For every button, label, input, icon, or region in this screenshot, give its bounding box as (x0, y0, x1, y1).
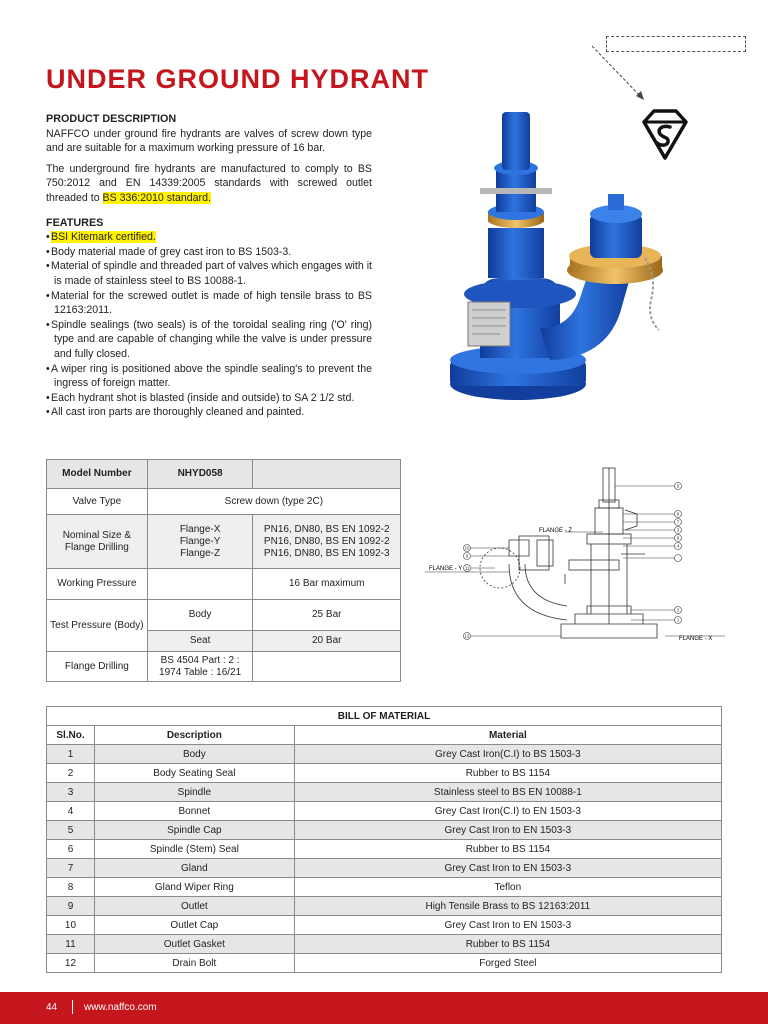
working-pressure-label: Working Pressure (47, 569, 148, 600)
table-row: 4 Bonnet Grey Cast Iron(C.I) to EN 1503-3 (47, 802, 722, 821)
feature-item: • Material for the screwed outlet is made of high tensile brass to BS 12163:2011. (46, 289, 372, 318)
page-footer (0, 992, 768, 1024)
features-list (46, 230, 372, 420)
callout-arrow-icon (586, 40, 656, 110)
callout-label: 12 (464, 633, 470, 639)
valve-type-label: Valve Type (47, 489, 148, 515)
table-row: 12 Drain Bolt Forged Steel (47, 954, 722, 973)
nominal-size-label: Nominal Size & Flange Drilling (47, 515, 148, 569)
callout-label: 3 (676, 527, 680, 533)
feature-item: • Body material made of grey cast iron to BS 1503-3. (46, 245, 372, 260)
seat-pressure-value: 20 Bar (253, 631, 401, 652)
feature-item: • All cast iron parts are thoroughly cleaned and painted. (46, 405, 372, 420)
table-row: 8 Gland Wiper Ring Teflon (47, 878, 722, 897)
specification-table (46, 459, 401, 682)
flange-y-label: FLANGE - Y (429, 566, 463, 572)
footer-divider (72, 1000, 73, 1014)
callout-label: 5 (676, 483, 680, 489)
table-row: 7 Gland Grey Cast Iron to EN 1503-3 (47, 859, 722, 878)
bom-header-description: Description (94, 726, 294, 745)
callout-label: 8 (676, 511, 680, 517)
feature-item: • BSI Kitemark certified. (46, 230, 372, 245)
description-paragraph-2-text: The underground fire hydrants are manufactured to comply to BS 750:2012 and EN 14339:2005 standards with screwed outlet threaded to (46, 162, 372, 204)
bom-title: BILL OF MATERIAL (47, 707, 722, 726)
table-row: 9 Outlet High Tensile Brass to BS 12163:2011 (47, 897, 722, 916)
feature-item: • A wiper ring is positioned above the spindle sealing's to prevent the ingress of foreign matter. (46, 362, 372, 391)
description-column (46, 112, 372, 420)
description-paragraph-1: NAFFCO under ground fire hydrants are valves of screw down type and are suitable for a maximum working pressure of 16 bar. (46, 127, 372, 155)
features-heading: FEATURES (46, 216, 104, 229)
flange-standards: PN16, DN80, BS EN 1092-2 PN16, DN80, BS EN 1092-2 PN16, DN80, BS EN 1092-3 (253, 515, 401, 569)
flange-drilling-value: BS 4504 Part : 2 : 1974 Table : 16/21 (147, 652, 253, 682)
callout-label: 2 (676, 607, 680, 613)
table-row: 10 Outlet Cap Grey Cast Iron to EN 1503-3 (47, 916, 722, 935)
table-row: 6 Spindle (Stem) Seal Rubber to BS 1154 (47, 840, 722, 859)
body-label: Body (147, 600, 253, 631)
bill-of-material-table (46, 706, 722, 973)
hydrant-technical-drawing (425, 464, 725, 649)
table-row: 2 Body Seating Seal Rubber to BS 1154 (47, 764, 722, 783)
page-number: 44 (46, 1002, 58, 1013)
table-row: 3 Spindle Stainless steel to BS EN 10088-1 (47, 783, 722, 802)
model-number-label: Model Number (47, 460, 148, 489)
callout-label: 1 (676, 617, 680, 623)
callout-label: 9 (465, 553, 469, 559)
callout-label: 11 (464, 565, 470, 571)
feature-item: • Each hydrant shot is blasted (inside and outside) to SA 2 1/2 std. (46, 391, 372, 406)
table-row: 5 Spindle Cap Grey Cast Iron to EN 1503-3 (47, 821, 722, 840)
body-pressure-value: 25 Bar (253, 600, 401, 631)
description-paragraph-2 (46, 162, 372, 206)
bom-header-material: Material (294, 726, 721, 745)
flange-x-label: FLANGE - X (679, 636, 713, 642)
flange-z-label: FLANGE - Z (539, 528, 573, 534)
working-pressure-value: 16 Bar maximum (253, 569, 401, 600)
test-pressure-label: Test Pressure (Body) (47, 600, 148, 652)
product-description-heading: PRODUCT DESCRIPTION (46, 113, 177, 125)
flange-names: Flange-X Flange-Y Flange-Z (147, 515, 253, 569)
valve-type-value: Screw down (type 2C) (147, 489, 400, 515)
table-row: 1 Body Grey Cast Iron(C.I) to BS 1503-3 (47, 745, 722, 764)
callout-label: 10 (464, 545, 470, 551)
flange-drilling-label: Flange Drilling (47, 652, 148, 682)
feature-item: • Spindle sealings (two seals) is of the toroidal sealing ring ('O' ring) type and are capable of changing while the valve is under pressure and fully closed. (46, 318, 372, 362)
bom-header-slno: Sl.No. (47, 726, 95, 745)
callout-label: 7 (676, 519, 680, 525)
callout-label: 4 (676, 543, 680, 549)
callout-label: 6 (676, 535, 680, 541)
standard-highlight: BS 336:2010 standard. (102, 191, 211, 204)
website-link[interactable]: www.naffco.com (84, 1002, 157, 1013)
seat-label: Seat (147, 631, 253, 652)
feature-item: • Material of spindle and threaded part of valves which engages with it is made of stainless steel to BS 10088-1. (46, 259, 372, 288)
model-number-value: NHYD058 (147, 460, 253, 489)
table-row: 11 Outlet Gasket Rubber to BS 1154 (47, 935, 722, 954)
page-title: UNDER GROUND HYDRANT (46, 64, 429, 94)
hydrant-product-photo (440, 108, 690, 434)
